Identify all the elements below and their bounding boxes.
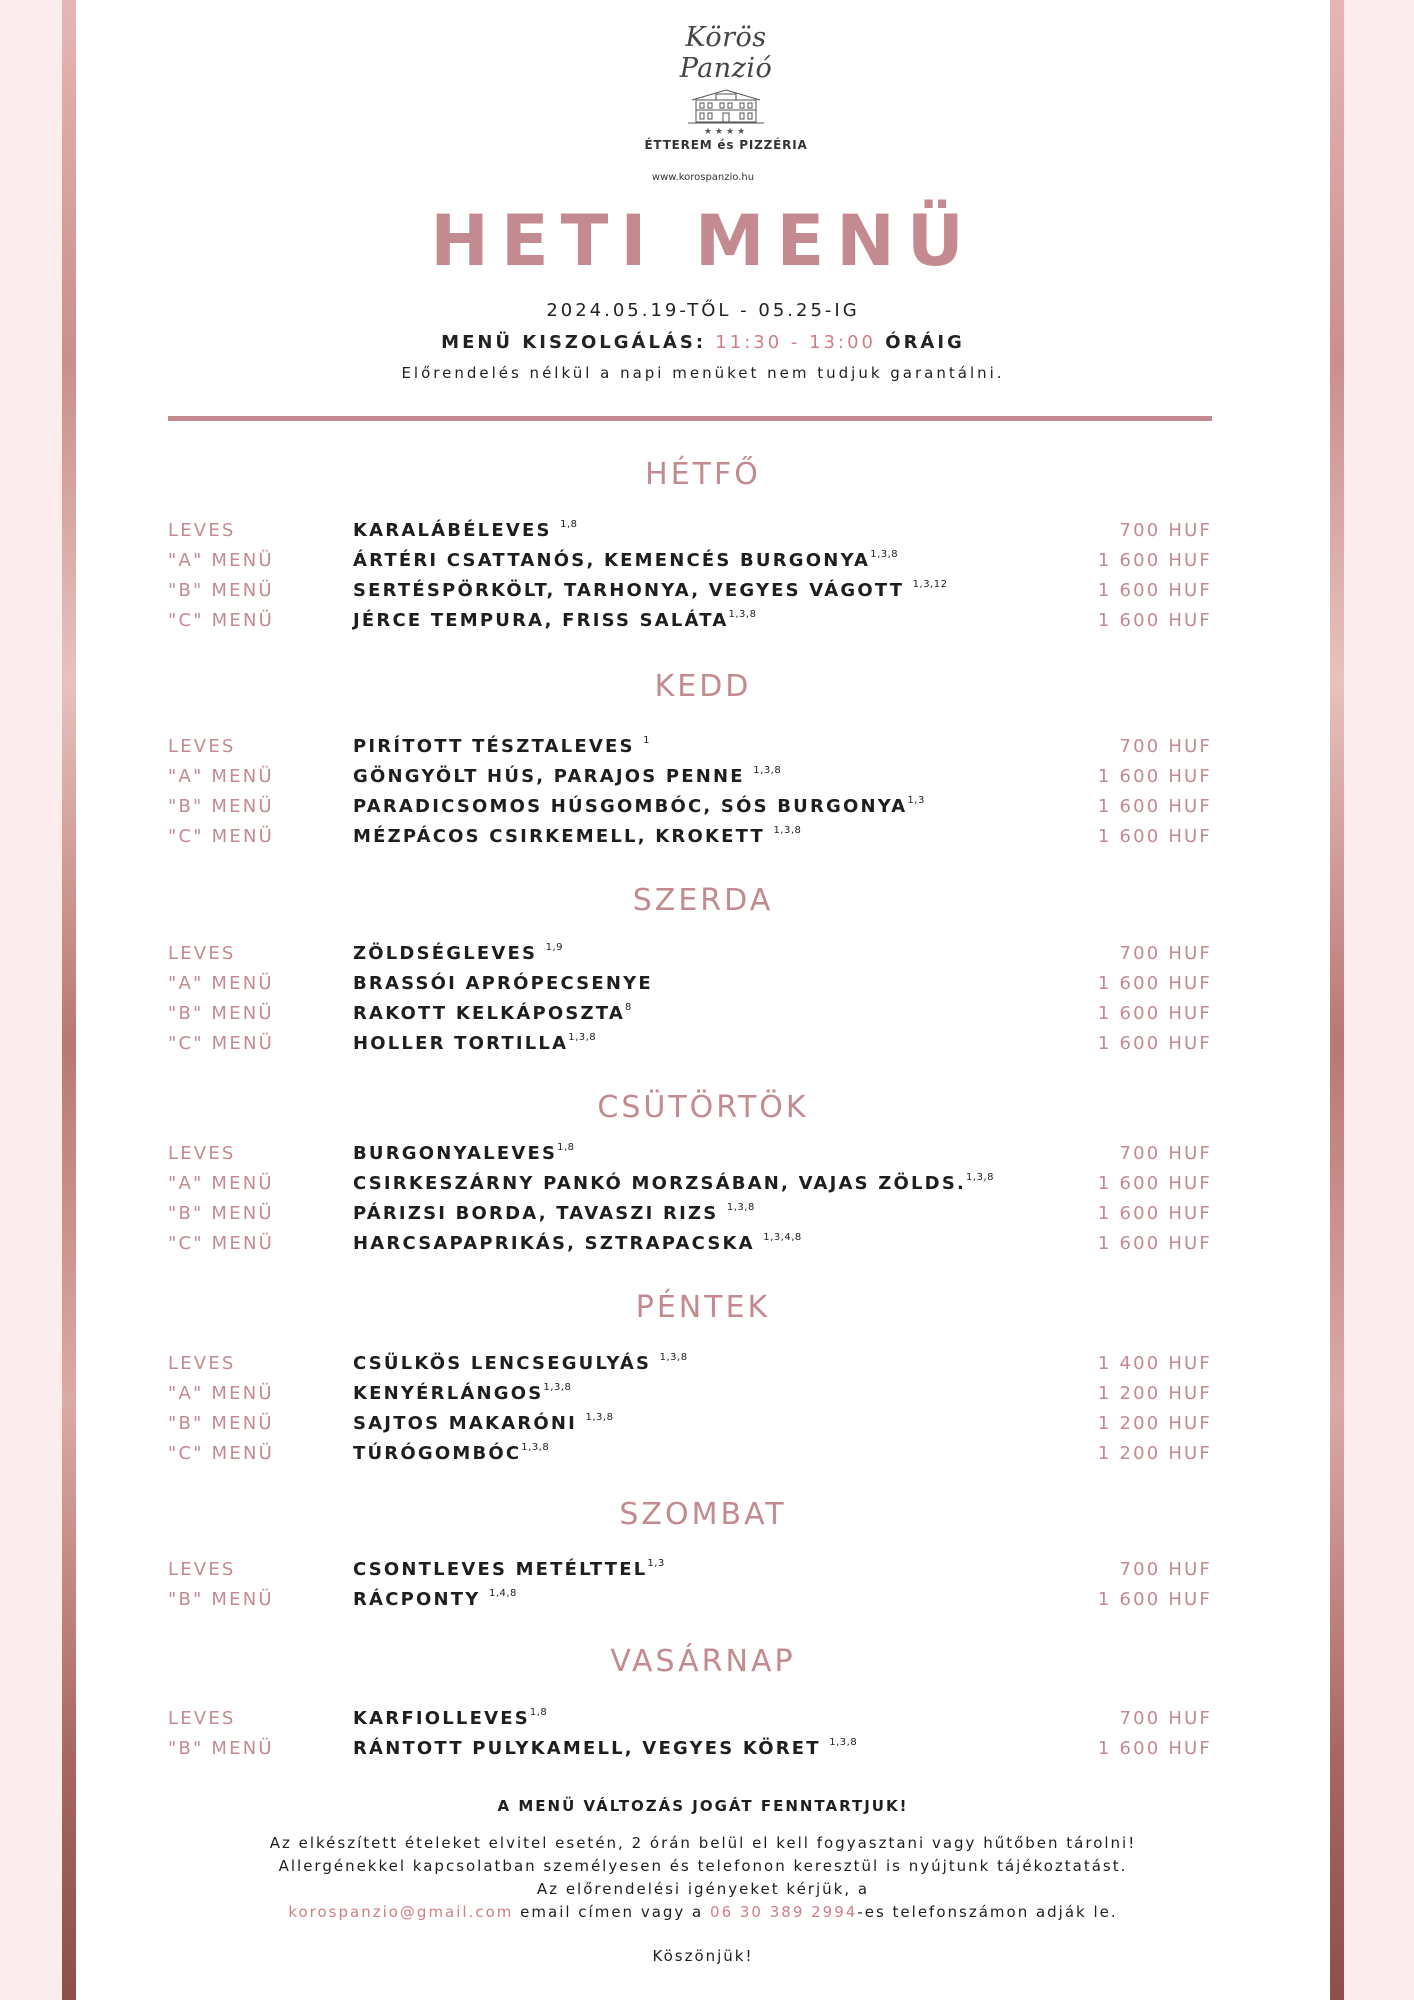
allergen-codes: 1,3,8: [870, 549, 899, 560]
dish-cell: [353, 1031, 596, 1057]
change-notice: A MENÜ VÁLTOZÁS JOGÁT FENNTARTJUK!: [497, 1797, 909, 1815]
dish-name: CSÜLKÖS LENCSEGULYÁS: [353, 1353, 660, 1374]
dish-name: PARADICSOMOS HÚSGOMBÓC, SÓS BURGONYA: [353, 796, 908, 817]
preorder-instructions: Az előrendelési igényeket kérjük, a: [536, 1880, 870, 1898]
price: 1 600 HUF: [1097, 766, 1212, 787]
menu-row: [168, 1557, 1212, 1583]
menu-label: "B" MENÜ: [168, 1738, 274, 1759]
dish-cell: [353, 1351, 688, 1377]
left-rose-gold-border: [62, 0, 76, 2000]
dish-cell: [353, 1141, 575, 1167]
dish-cell: [353, 1171, 994, 1197]
menu-label: LEVES: [168, 520, 236, 541]
menu-row: [168, 1031, 1212, 1057]
allergen-codes: 1,3,8: [728, 609, 757, 620]
menu-row: [168, 1141, 1212, 1167]
right-rose-gold-border: [1330, 0, 1344, 2000]
building-icon: [686, 84, 766, 126]
menu-row: [168, 824, 1212, 850]
dish-name: JÉRCE TEMPURA, FRISS SALÁTA: [353, 610, 729, 631]
menu-label: "A" MENÜ: [168, 1173, 274, 1194]
dish-name: BRASSÓI APRÓPECSENYE: [353, 973, 653, 994]
menu-row: [168, 1411, 1212, 1437]
menu-label: "B" MENÜ: [168, 580, 274, 601]
allergen-codes: 1,3,8: [568, 1032, 597, 1043]
menu-row: [168, 1171, 1212, 1197]
dish-name: RÁNTOTT PULYKAMELL, VEGYES KÖRET: [353, 1738, 830, 1759]
allergen-codes: 1,3,8: [726, 1202, 755, 1213]
price: 700 HUF: [1119, 520, 1212, 541]
preorder-note: Előrendelés nélkül a napi menüket nem tudjuk garantálni.: [401, 364, 1005, 382]
dish-name: HOLLER TORTILLA: [353, 1033, 569, 1054]
price: 1 600 HUF: [1097, 580, 1212, 601]
price: 1 400 HUF: [1097, 1353, 1212, 1374]
dish-cell: [353, 824, 801, 850]
price: 700 HUF: [1119, 1559, 1212, 1580]
price: 1 600 HUF: [1097, 550, 1212, 571]
menu-label: "A" MENÜ: [168, 766, 274, 787]
logo-wordmark: Körös Panzió: [679, 22, 773, 84]
price: 1 200 HUF: [1097, 1383, 1212, 1404]
dish-cell: [353, 1441, 549, 1467]
menu-label: "A" MENÜ: [168, 550, 274, 571]
dish-name: CSONTLEVES METÉLTTEL: [353, 1559, 648, 1580]
allergen-codes: 1,4,8: [488, 1588, 517, 1599]
day-title: SZOMBAT: [619, 1497, 787, 1532]
dish-cell: [353, 608, 756, 634]
allergen-codes: 8: [624, 1002, 632, 1013]
menu-row: [168, 971, 1212, 997]
menu-label: LEVES: [168, 1559, 236, 1580]
allergen-codes: 1,8: [557, 1142, 575, 1153]
menu-label: "B" MENÜ: [168, 1003, 274, 1024]
allergen-codes: 1,3,8: [585, 1412, 614, 1423]
dish-cell: [353, 1706, 547, 1732]
price: 1 600 HUF: [1097, 1738, 1212, 1759]
dish-cell: [353, 548, 898, 574]
service-label: MENÜ KISZOLGÁLÁS:: [441, 332, 707, 353]
allergen-codes: 1,3,8: [773, 825, 802, 836]
restaurant-logo: [636, 22, 816, 152]
dish-name: KENYÉRLÁNGOS: [353, 1383, 544, 1404]
menu-row: [168, 1706, 1212, 1732]
dish-name: ÁRTÉRI CSATTANÓS, KEMENCÉS BURGONYA: [353, 550, 871, 571]
service-time: 11:30 - 13:00: [715, 332, 876, 353]
dish-cell: [353, 578, 947, 604]
menu-label: "A" MENÜ: [168, 1383, 274, 1404]
dish-name: KARFIOLLEVES: [353, 1708, 530, 1729]
phone-link[interactable]: 06 30 389 2994: [710, 1903, 858, 1921]
price: 1 600 HUF: [1097, 1589, 1212, 1610]
menu-label: "A" MENÜ: [168, 973, 274, 994]
menu-label: "C" MENÜ: [168, 826, 274, 847]
day-title: KEDD: [654, 669, 752, 704]
menu-row: [168, 734, 1212, 760]
menu-row: [168, 1736, 1212, 1762]
menu-label: LEVES: [168, 943, 236, 964]
menu-label: LEVES: [168, 1708, 236, 1729]
email-link[interactable]: korospanzio@gmail.com: [288, 1903, 514, 1921]
allergen-codes: 1,3: [647, 1558, 665, 1569]
price: 1 600 HUF: [1097, 1003, 1212, 1024]
day-title: SZERDA: [632, 883, 774, 918]
allergen-codes: 1,3,8: [543, 1382, 572, 1393]
takeaway-note: Az elkészített ételeket elvitel esetén, 2 órán belül el kell fogyasztani vagy hűtőben tárolni!: [269, 1834, 1137, 1852]
page-title: HETI MENÜ: [430, 200, 976, 282]
service-hours: [76, 332, 1330, 353]
dish-name: RAKOTT KELKÁPOSZTA: [353, 1003, 625, 1024]
allergen-codes: 1,3,4,8: [763, 1232, 802, 1243]
menu-page: [76, 0, 1330, 2000]
logo-stars: ★★★★: [703, 127, 749, 137]
price: 1 200 HUF: [1097, 1443, 1212, 1464]
dish-name: PÁRIZSI BORDA, TAVASZI RIZS: [353, 1203, 727, 1224]
allergen-codes: 1,3,8: [966, 1172, 994, 1183]
dish-name: HARCSAPAPRIKÁS, SZTRAPACSKA: [353, 1233, 764, 1254]
price: 1 600 HUF: [1097, 1233, 1212, 1254]
allergen-codes: 1: [643, 735, 650, 746]
menu-label: LEVES: [168, 1353, 236, 1374]
menu-row: [168, 794, 1212, 820]
menu-row: [168, 764, 1212, 790]
dish-cell: [353, 518, 578, 544]
menu-row: [168, 1001, 1212, 1027]
dish-name: PIRÍTOTT TÉSZTALEVES: [353, 736, 644, 757]
dish-name: BURGONYALEVES: [353, 1143, 558, 1164]
website-link[interactable]: www.korospanzio.hu: [651, 172, 755, 183]
menu-row: [168, 941, 1212, 967]
price: 700 HUF: [1119, 736, 1212, 757]
price: 1 200 HUF: [1097, 1413, 1212, 1434]
price: 1 600 HUF: [1097, 796, 1212, 817]
day-title: CSÜTÖRTÖK: [597, 1090, 809, 1125]
thanks-text: Köszönjük!: [652, 1947, 754, 1965]
menu-label: "C" MENÜ: [168, 1443, 274, 1464]
day-title: HÉTFŐ: [645, 457, 761, 492]
allergen-codes: 1,3: [907, 795, 925, 806]
menu-label: LEVES: [168, 1143, 236, 1164]
menu-row: [168, 578, 1212, 604]
price: 1 600 HUF: [1097, 610, 1212, 631]
price: 1 600 HUF: [1097, 1203, 1212, 1224]
dish-cell: [353, 1381, 571, 1407]
day-title: PÉNTEK: [635, 1290, 771, 1325]
menu-row: [168, 1441, 1212, 1467]
dish-cell: [353, 971, 653, 997]
menu-label: "B" MENÜ: [168, 796, 274, 817]
dish-cell: [353, 1001, 632, 1027]
contact-mid: email címen vagy a: [513, 1903, 711, 1921]
allergen-codes: 1,3,12: [912, 579, 948, 590]
dish-name: CSIRKESZÁRNY PANKÓ MORZSÁBAN, VAJAS ZÖLDS.: [353, 1173, 967, 1194]
dish-name: MÉZPÁCOS CSIRKEMELL, KROKETT: [353, 826, 774, 847]
dish-cell: [353, 794, 925, 820]
dish-cell: [353, 1736, 857, 1762]
menu-row: [168, 608, 1212, 634]
dish-cell: [353, 1231, 802, 1257]
allergen-codes: 1,3,8: [521, 1442, 550, 1453]
price: 700 HUF: [1119, 1143, 1212, 1164]
allergen-codes: 1,3,8: [753, 765, 782, 776]
menu-label: "B" MENÜ: [168, 1413, 274, 1434]
dish-cell: [353, 734, 650, 760]
logo-subtitle: ÉTTEREM és PIZZÉRIA: [644, 138, 808, 152]
dish-name: ZÖLDSÉGLEVES: [353, 943, 546, 964]
menu-label: "C" MENÜ: [168, 1033, 274, 1054]
date-range: 2024.05.19-TŐL - 05.25-IG: [546, 300, 860, 321]
dish-cell: [353, 1201, 755, 1227]
menu-label: "B" MENÜ: [168, 1589, 274, 1610]
menu-row: [168, 518, 1212, 544]
dish-cell: [353, 1557, 665, 1583]
allergen-codes: 1,3,8: [829, 1737, 858, 1748]
dish-name: TÚRÓGOMBÓC: [353, 1443, 522, 1464]
menu-row: [168, 1587, 1212, 1613]
price: 1 600 HUF: [1097, 826, 1212, 847]
dish-cell: [353, 1411, 613, 1437]
dish-name: KARALÁBÉLEVES: [353, 520, 561, 541]
menu-label: "C" MENÜ: [168, 1233, 274, 1254]
contact-line: [76, 1903, 1330, 1921]
menu-row: [168, 1381, 1212, 1407]
allergen-codes: 1,8: [529, 1707, 548, 1718]
allergen-codes: 1,3,8: [659, 1352, 688, 1363]
price: 700 HUF: [1119, 943, 1212, 964]
menu-label: "C" MENÜ: [168, 610, 274, 631]
allergen-note: Allergénekkel kapcsolatban személyesen és telefonon keresztül is nyújtunk tájékoztatást.: [278, 1857, 1128, 1875]
price: 1 600 HUF: [1097, 1173, 1212, 1194]
dish-name: RÁCPONTY: [353, 1589, 489, 1610]
day-title: VASÁRNAP: [610, 1644, 796, 1679]
dish-cell: [353, 764, 781, 790]
price: 1 600 HUF: [1097, 1033, 1212, 1054]
menu-label: LEVES: [168, 736, 236, 757]
dish-cell: [353, 941, 563, 967]
service-suffix: ÓRÁIG: [885, 332, 965, 353]
menu-row: [168, 1351, 1212, 1377]
contact-end: -es telefonszámon adják le.: [857, 1903, 1118, 1921]
header-divider: [168, 416, 1212, 421]
dish-name: SERTÉSPÖRKÖLT, TARHONYA, VEGYES VÁGOTT: [353, 580, 913, 601]
dish-name: GÖNGYÖLT HÚS, PARAJOS PENNE: [353, 766, 754, 787]
allergen-codes: 1,9: [545, 942, 564, 953]
price: 1 600 HUF: [1097, 973, 1212, 994]
allergen-codes: 1,8: [560, 519, 578, 530]
price: 700 HUF: [1119, 1708, 1212, 1729]
menu-row: [168, 1201, 1212, 1227]
menu-label: "B" MENÜ: [168, 1203, 274, 1224]
menu-row: [168, 548, 1212, 574]
menu-row: [168, 1231, 1212, 1257]
dish-cell: [353, 1587, 517, 1613]
dish-name: SAJTOS MAKARÓNI: [353, 1413, 586, 1434]
